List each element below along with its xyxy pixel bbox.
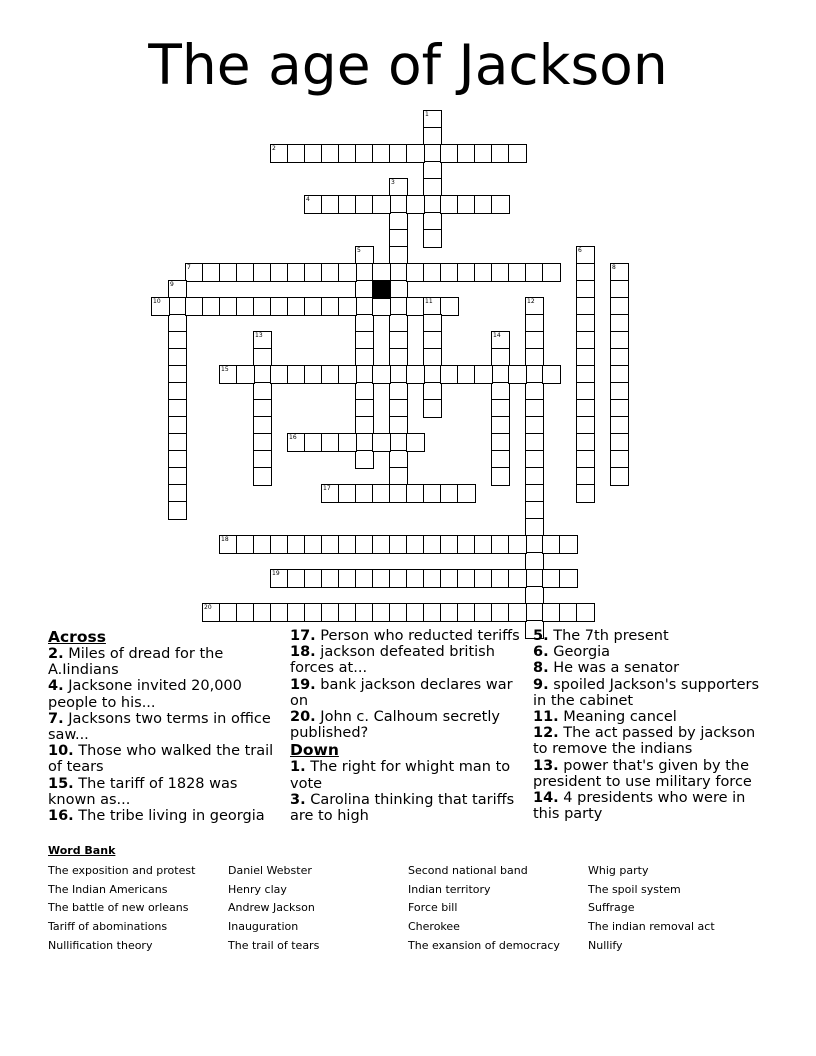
crossword-cell[interactable] [508, 144, 527, 163]
word-bank-item: Andrew Jackson [228, 901, 315, 915]
clue-text: The tariff of 1828 was known as... [48, 775, 238, 808]
crossword-cell[interactable] [151, 297, 170, 316]
crossword-cell[interactable] [355, 450, 374, 469]
crossword-cell[interactable] [508, 569, 527, 588]
clue-number-label: 17. [290, 628, 316, 644]
word-bank-item: The exposition and protest [48, 864, 196, 877]
clue-number-label: 20. [290, 709, 316, 726]
clue-number: 11 [425, 298, 433, 305]
clue-number-label: 9. [533, 676, 549, 693]
crossword-cell[interactable] [253, 467, 272, 486]
across-heading: Across [48, 628, 106, 646]
word-bank-item: The exansion of democracy [408, 938, 560, 952]
clue-item [290, 709, 522, 741]
clue-number: 6 [578, 247, 582, 254]
crossword-cell[interactable] [372, 433, 391, 452]
word-bank-column-4 [588, 862, 715, 956]
clue-number-label: 5. [533, 628, 549, 644]
clue-item [48, 646, 280, 678]
clue-text: jackson defeated british forces at... [290, 644, 495, 677]
clue-number: 18 [221, 536, 229, 543]
clue-number: 19 [272, 570, 280, 577]
crossword-cell[interactable] [406, 433, 425, 452]
clue-text: Jacksone invited 20,000 people to his... [48, 678, 242, 711]
down-clue-list [290, 759, 522, 824]
clue-number: 2 [272, 145, 276, 152]
clue-number-label: 15. [48, 775, 74, 792]
clue-number: 10 [153, 298, 161, 305]
crossword-cell[interactable] [236, 365, 255, 384]
clue-item [533, 709, 768, 725]
clue-item [48, 808, 280, 824]
clue-number-label: 18. [290, 644, 316, 661]
clue-number: 3 [391, 179, 395, 186]
word-bank-item: The spoil system [588, 882, 681, 896]
clue-number: 1 [425, 111, 429, 118]
clue-number-label: 3. [290, 791, 306, 808]
word-bank-item: Suffrage [588, 901, 635, 915]
clue-number-label: 16. [48, 808, 74, 825]
clue-text: power that's given by the president to use military force [533, 757, 752, 790]
word-bank-item: The Indian Americans [48, 882, 168, 896]
word-bank-item: Tariff of abominations [48, 920, 168, 934]
word-bank-item: The trail of tears [228, 938, 320, 952]
clue-item [533, 628, 768, 644]
crossword-cell[interactable] [423, 399, 442, 418]
crossword-cell[interactable] [457, 484, 476, 503]
clue-text: He was a senator [548, 660, 680, 677]
down-heading: Down [290, 741, 339, 760]
clue-item [48, 776, 280, 808]
clue-item [48, 711, 280, 743]
clue-number: 12 [527, 298, 535, 305]
clue-number-label: 2. [48, 646, 64, 662]
clue-text: Jacksons two terms in office saw... [48, 710, 271, 744]
clue-number-label: 19. [290, 676, 316, 693]
clue-number: 13 [255, 332, 263, 339]
clue-number-label: 11. [533, 709, 559, 726]
clue-number: 9 [170, 281, 174, 288]
clue-text: Carolina thinking that tariffs are to high [290, 791, 515, 825]
clue-text: Those who walked the trail of tears [48, 743, 274, 776]
clue-text: Miles of dread for the A.Iindians [48, 646, 224, 679]
clue-number-label: 1. [290, 759, 306, 776]
clue-text: John c. Calhoum secretly published? [290, 709, 500, 742]
clue-number-label: 6. [533, 644, 549, 661]
clue-item [533, 644, 768, 660]
clue-item [290, 644, 522, 676]
crossword-black-cell [372, 280, 391, 299]
crossword-cell[interactable] [372, 195, 391, 214]
across-clue-list [48, 646, 280, 824]
clue-text: 4 presidents who were in this party [533, 790, 746, 823]
word-bank-item: Nullification theory [48, 938, 153, 952]
word-bank-item: Cherokee [408, 920, 460, 934]
crossword-cell[interactable] [338, 433, 357, 452]
crossword-cell[interactable] [508, 603, 527, 622]
word-bank-column-2 [228, 862, 319, 956]
clue-number-label: 7. [48, 710, 64, 727]
crossword-cell[interactable] [440, 297, 459, 316]
clue-item [533, 660, 768, 676]
clue-text: Georgia [548, 644, 611, 661]
clue-item [290, 677, 522, 709]
word-bank-item: Daniel Webster [228, 864, 312, 877]
clue-text: Meaning cancel [558, 709, 677, 726]
crossword-cell[interactable] [168, 501, 187, 520]
word-bank-column-3 [408, 862, 560, 956]
clue-number-label: 14. [533, 790, 559, 807]
word-bank-heading: Word Bank [48, 844, 116, 857]
clue-number: 16 [289, 434, 297, 441]
word-bank-item: Indian territory [408, 882, 491, 896]
clue-item [290, 628, 522, 644]
clue-item [533, 790, 768, 822]
crossword-cell[interactable] [576, 603, 595, 622]
clue-number: 4 [306, 196, 310, 203]
clue-number-label: 8. [533, 660, 549, 677]
crossword-cell[interactable] [423, 229, 442, 248]
crossword-cell[interactable] [372, 297, 391, 316]
word-bank-item: Nullify [588, 938, 623, 952]
crossword-cell[interactable] [610, 467, 629, 486]
word-bank-item: Force bill [408, 901, 458, 915]
page-title: The age of Jackson [148, 33, 668, 97]
crossword-cell[interactable] [406, 195, 425, 214]
crossword-cell[interactable] [559, 569, 578, 588]
clue-number: 8 [612, 264, 616, 271]
clue-number: 15 [221, 366, 229, 373]
clues-column-3 [533, 628, 768, 822]
clue-item [290, 759, 522, 791]
clue-number-label: 12. [533, 725, 559, 742]
crossword-cell[interactable] [406, 365, 425, 384]
word-bank-item: The battle of new orleans [48, 901, 189, 915]
clue-text: The right for whight man to vote [290, 759, 511, 792]
clue-number: 14 [493, 332, 501, 339]
crossword-cell[interactable] [406, 144, 425, 163]
clue-item [533, 677, 768, 709]
clues-column-1 [48, 628, 280, 824]
clue-item [48, 743, 280, 775]
clue-text: The 7th present [548, 628, 669, 644]
crossword-cell[interactable] [338, 297, 357, 316]
crossword-cell[interactable] [491, 195, 510, 214]
clue-text: The tribe living in georgia [73, 808, 265, 825]
crossword-cell[interactable] [372, 365, 391, 384]
crossword-cell[interactable] [491, 467, 510, 486]
crossword-cell[interactable] [542, 365, 561, 384]
clue-number-label: 13. [533, 757, 559, 774]
clue-number-label: 10. [48, 743, 74, 760]
crossword-cell[interactable] [542, 263, 561, 282]
clue-text: Person who reducted teriffs [315, 628, 520, 644]
clue-number-label: 4. [48, 678, 64, 695]
crossword-cell[interactable] [508, 535, 527, 554]
across-clue-list-continued [290, 628, 522, 741]
word-bank-column-1 [48, 862, 195, 956]
clue-number: 17 [323, 485, 331, 492]
crossword-cell[interactable] [508, 365, 527, 384]
word-bank-item: Whig party [588, 864, 649, 877]
clue-number: 20 [204, 604, 212, 611]
clue-text: spoiled Jackson's supporters in the cabinet [533, 676, 760, 709]
clue-item [533, 725, 768, 757]
clue-text: The act passed by jackson to remove the indians [533, 725, 756, 758]
word-bank-item: The indian removal act [588, 920, 715, 934]
word-bank-item: Inauguration [228, 920, 299, 934]
down-clue-list-continued [533, 628, 768, 822]
crossword-cell[interactable] [338, 263, 357, 282]
clue-item [533, 758, 768, 790]
crossword-cell[interactable] [338, 365, 357, 384]
word-bank-item: Henry clay [228, 882, 287, 896]
clues-column-2 [290, 628, 522, 824]
crossword-cell[interactable] [559, 535, 578, 554]
crossword-cell[interactable] [474, 365, 493, 384]
clue-number: 5 [357, 247, 361, 254]
clue-item [48, 678, 280, 710]
word-bank-item: Second national band [408, 864, 528, 877]
clue-item [290, 792, 522, 824]
clue-number: 7 [187, 264, 191, 271]
clue-text: bank jackson declares war on [290, 676, 513, 709]
crossword-cell[interactable] [576, 484, 595, 503]
